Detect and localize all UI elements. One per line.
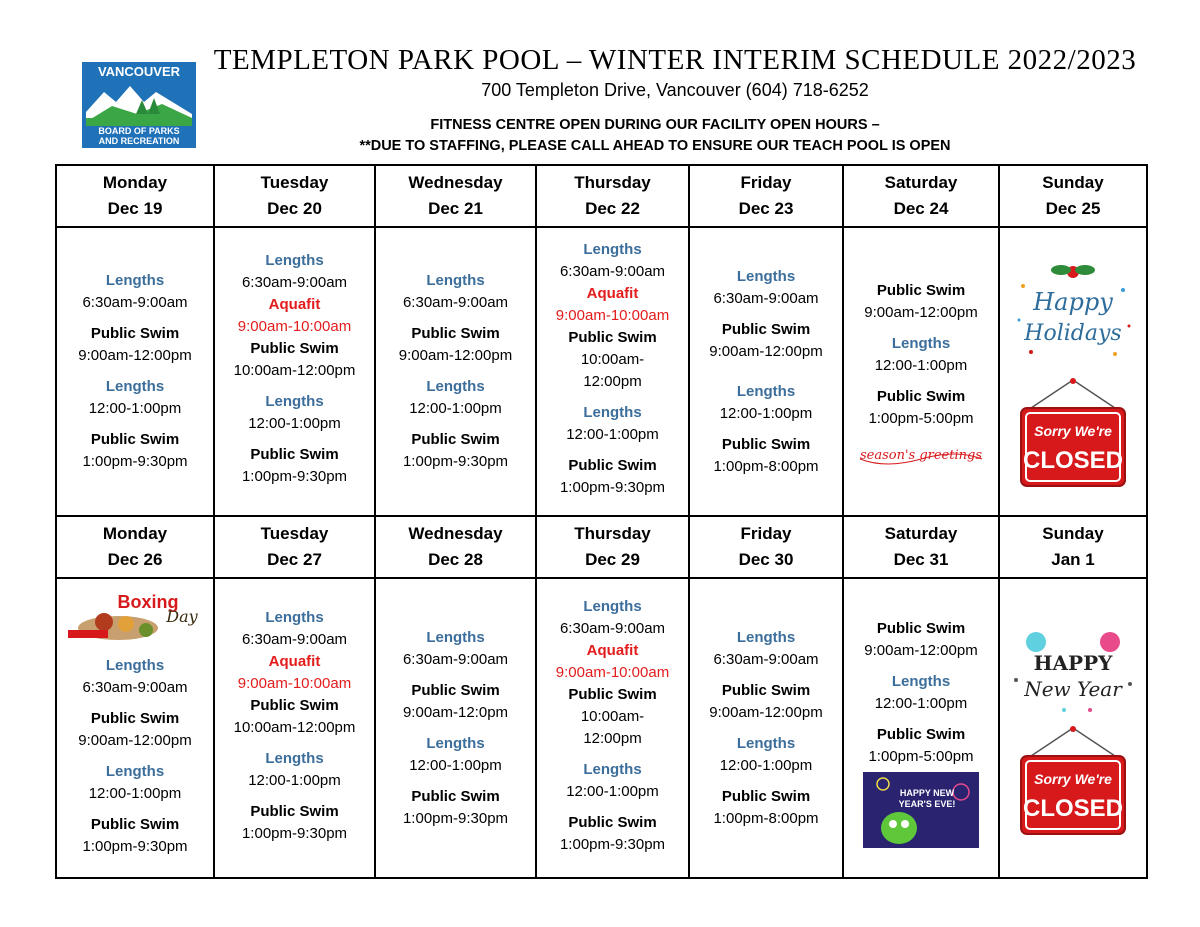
session (844, 618, 998, 662)
session (57, 761, 213, 805)
address-line: 700 Templeton Drive, Vancouver (604) 718-6252 (481, 80, 869, 100)
session-label: Public Swim (568, 813, 657, 831)
day-date: Dec 23 (738, 199, 794, 218)
session-time: 1:00pm-5:00pm (868, 409, 974, 427)
session (844, 280, 998, 324)
day-header (843, 516, 999, 578)
day-name: Sunday (1042, 524, 1104, 543)
day-name: Sunday (1042, 173, 1104, 192)
session (57, 429, 213, 473)
session-time: 12:00pm (583, 373, 642, 390)
years-eve-text: YEAR'S EVE! (898, 798, 956, 809)
day-name: Monday (102, 173, 168, 192)
schedule-cell-dec27 (214, 578, 375, 878)
day-header (536, 165, 689, 227)
day-date: Jan 1 (1051, 550, 1095, 569)
session-time: 6:30am-9:00am (241, 630, 348, 648)
schedule-cell-dec26 (56, 578, 214, 878)
session-time: 12:00-1:00pm (88, 400, 182, 417)
session-label: Aquafit (268, 296, 321, 313)
session-label: Lengths (265, 252, 324, 269)
session-label: Public Swim (876, 387, 966, 405)
session-time: 1:00pm-9:30pm (241, 468, 348, 485)
session (690, 266, 842, 310)
day-name: Saturday (884, 524, 958, 543)
session-label: Public Swim (90, 431, 180, 448)
happy-text: HAPPY (1033, 651, 1113, 675)
session (57, 270, 213, 314)
session-label: Public Swim (876, 619, 966, 637)
session (690, 434, 842, 478)
session-label: Lengths (891, 334, 951, 352)
session-label: Lengths (891, 672, 951, 690)
session-time: 9:00am-10:00am (555, 307, 670, 324)
session-label: Public Swim (90, 709, 180, 727)
session-label: Public Swim (411, 431, 500, 448)
session (215, 391, 374, 435)
session-label: Lengths (265, 749, 324, 767)
session-time: 6:30am-9:00am (402, 294, 509, 311)
session-time: 1:00pm-9:30pm (402, 453, 509, 470)
session-label: Lengths (105, 378, 165, 395)
session (57, 814, 213, 858)
logo-text-board: BOARD OF PARKS (98, 126, 180, 136)
session-label: Public Swim (250, 446, 339, 463)
session (537, 812, 688, 856)
schedule-cell-dec22 (536, 227, 689, 516)
session-time: 10:00am-12:00pm (233, 718, 356, 736)
week1-schedule-row (56, 227, 1147, 516)
day-name: Wednesday (408, 173, 503, 192)
session-time: 1:00pm-8:00pm (713, 809, 819, 827)
day-date: Dec 31 (893, 550, 949, 569)
session-time: 10:00am-12:00pm (233, 362, 356, 379)
session (376, 680, 535, 724)
session (215, 748, 374, 792)
notice-fitness: FITNESS CENTRE OPEN DURING OUR FACILITY OPEN HOURS – (430, 117, 880, 133)
day-header (56, 516, 214, 578)
session (215, 250, 374, 382)
session-label: Lengths (426, 734, 485, 752)
session (215, 607, 374, 739)
session-time: 6:30am-9:00am (559, 619, 666, 637)
session (376, 786, 535, 830)
session-time: 6:30am-9:00am (713, 650, 819, 668)
session (57, 376, 213, 420)
session (690, 319, 842, 363)
session-time: 12:00-1:00pm (248, 771, 341, 789)
sorry-text: Sorry We're (1034, 771, 1112, 787)
session-time: 1:00pm-9:30pm (241, 824, 348, 842)
schedule-table (55, 164, 1148, 879)
session-time: 12:00-1:00pm (409, 756, 502, 774)
session (376, 733, 535, 777)
boxing-text: Boxing (117, 591, 179, 612)
session-time: 9:00am-10:00am (555, 663, 670, 681)
session (844, 724, 998, 768)
day-date: Dec 26 (107, 550, 163, 569)
session-time: 12:00-1:00pm (874, 356, 968, 374)
logo-text-vancouver: VANCOUVER (97, 64, 181, 79)
session-label: Public Swim (721, 681, 811, 699)
session-label: Lengths (426, 628, 485, 646)
session-time: 12:00pm (583, 729, 642, 747)
session-time: 1:00pm-5:00pm (868, 747, 974, 765)
session (376, 627, 535, 671)
closed-sign (1017, 726, 1129, 836)
session (537, 596, 688, 750)
session-time: 12:00-1:00pm (409, 400, 502, 417)
session-time: 1:00pm-9:30pm (82, 453, 188, 470)
session-time: 9:00am-10:00am (237, 674, 352, 692)
session-time: 9:00am-10:00am (237, 318, 352, 335)
session-label: Public Swim (411, 787, 500, 805)
day-name: Tuesday (260, 173, 329, 192)
session-label: Lengths (105, 762, 165, 780)
session-time: 9:00am-12:00pm (78, 347, 192, 364)
session-label: Public Swim (250, 802, 339, 820)
session-label: Public Swim (411, 681, 500, 699)
session-label: Aquafit (268, 652, 321, 670)
day-name: Friday (740, 173, 792, 192)
day-name: Wednesday (408, 524, 503, 543)
session-time: 9:00am-12:00pm (78, 731, 192, 749)
week2-header-row (56, 516, 1147, 578)
session (57, 708, 213, 752)
session-time: 9:00am-12:00pm (709, 342, 823, 360)
closed-text: CLOSED (1022, 446, 1124, 474)
session-time: 6:30am-9:00am (241, 274, 348, 291)
session-time: 6:30am-9:00am (82, 678, 188, 696)
session-label: Lengths (265, 608, 324, 626)
schedule-cell-dec20 (214, 227, 375, 516)
closed-sign (1017, 378, 1129, 488)
session (690, 733, 842, 777)
schedule-cell-dec24 (843, 227, 999, 516)
day-name: Friday (740, 524, 792, 543)
session (537, 455, 688, 499)
schedule-cell-dec25 (999, 227, 1147, 516)
session-label: Lengths (265, 393, 324, 410)
day-date: Dec 25 (1045, 199, 1101, 218)
happy-new-text: HAPPY NEW (899, 787, 955, 798)
schedule-cell-dec23 (689, 227, 843, 516)
day-header (689, 165, 843, 227)
schedule-cell-dec30 (689, 578, 843, 878)
session (690, 627, 842, 671)
session (376, 270, 535, 314)
new-years-eve-art (863, 772, 979, 848)
happy-new-year-art (1008, 620, 1138, 716)
notice-staffing: **DUE TO STAFFING, PLEASE CALL AHEAD TO ENSURE OUR TEACH POOL IS OPEN (359, 138, 951, 154)
day-header (536, 516, 689, 578)
day-date: Dec 30 (738, 550, 794, 569)
session (844, 333, 998, 377)
session-label: Lengths (583, 760, 642, 778)
day-date: Dec 24 (893, 199, 949, 218)
session-label: Public Swim (250, 696, 339, 714)
schedule-cell-dec21 (375, 227, 536, 516)
session-time: 12:00-1:00pm (88, 784, 182, 802)
session-label: Aquafit (586, 641, 639, 659)
day-header (56, 165, 214, 227)
day-name: Thursday (574, 524, 651, 543)
session (537, 759, 688, 803)
day-name: Saturday (884, 173, 958, 192)
session (57, 323, 213, 367)
session (690, 786, 842, 830)
session-label: Public Swim (90, 815, 180, 833)
logo-text-recreation: AND RECREATION (98, 136, 180, 146)
schedule-cell-dec28 (375, 578, 536, 878)
session-time: 12:00-1:00pm (874, 694, 968, 712)
day-date: Dec 29 (585, 550, 640, 569)
boxing-day-art (60, 590, 210, 646)
session (376, 376, 535, 420)
schedule-cell-dec31 (843, 578, 999, 878)
session-time: 1:00pm-8:00pm (713, 457, 819, 475)
session-time: 9:00am-12:0pm (402, 703, 509, 721)
day-date: Dec 28 (428, 550, 483, 569)
session (57, 655, 213, 699)
day-date: Dec 27 (267, 550, 322, 569)
seasons-greetings-text: season's greetings (859, 447, 983, 463)
session-label: Lengths (426, 378, 485, 395)
session (215, 801, 374, 845)
session (537, 402, 688, 446)
session-time: 9:00am-12:00pm (864, 641, 978, 659)
session-label: Public Swim (90, 325, 180, 342)
session (215, 444, 374, 488)
happy-holidays-art (1011, 256, 1135, 368)
session-label: Public Swim (721, 787, 811, 805)
page-title: TEMPLETON PARK POOL – WINTER INTERIM SCHEDULE 2022/2023 (213, 44, 1137, 76)
day-header (375, 516, 536, 578)
day-date: Dec 21 (428, 199, 483, 218)
session-time: 1:00pm-9:30pm (402, 809, 509, 827)
schedule-cell-dec29 (536, 578, 689, 878)
day-date: Dec 19 (107, 199, 163, 218)
session-time: 12:00-1:00pm (566, 782, 659, 800)
session-label: Lengths (105, 656, 165, 674)
session-label: Public Swim (876, 281, 966, 299)
seasons-greetings-art (856, 439, 986, 473)
session-label: Aquafit (586, 285, 639, 302)
session-time: 12:00-1:00pm (248, 415, 341, 432)
day-header (214, 516, 375, 578)
holidays-text: Holidays (1024, 320, 1122, 346)
session-time: 6:30am-9:00am (402, 650, 509, 668)
session-time: 12:00-1:00pm (719, 404, 813, 422)
week2-schedule-row (56, 578, 1147, 878)
session (376, 323, 535, 367)
session-label: Public Swim (568, 685, 657, 703)
session-time: 1:00pm-9:30pm (559, 479, 666, 496)
session-label: Lengths (583, 241, 642, 258)
schedule-cell-jan1 (999, 578, 1147, 878)
session-time: 1:00pm-9:30pm (82, 837, 188, 855)
day-header (999, 516, 1147, 578)
session (844, 671, 998, 715)
session-label: Public Swim (721, 320, 811, 338)
day-header (843, 165, 999, 227)
session-time: 12:00-1:00pm (566, 426, 659, 443)
session-label: Public Swim (250, 340, 339, 357)
session-time: 6:30am-9:00am (713, 289, 819, 307)
session-time: 1:00pm-9:30pm (559, 835, 666, 853)
session-time: 9:00am-12:00pm (864, 303, 978, 321)
day-header (999, 165, 1147, 227)
session-label: Lengths (736, 734, 796, 752)
day-name: Monday (102, 524, 168, 543)
session-label: Lengths (736, 628, 796, 646)
session-time: 10:00am- (580, 707, 645, 725)
day-header (689, 516, 843, 578)
closed-text: CLOSED (1022, 795, 1124, 822)
session-time: 12:00-1:00pm (719, 756, 813, 774)
session-label: Public Swim (721, 435, 811, 453)
session-time: 10:00am- (580, 351, 645, 368)
session (537, 239, 688, 393)
day-name: Thursday (574, 173, 651, 192)
session (690, 381, 842, 425)
session-label: Public Swim (568, 329, 657, 346)
schedule-cell-dec19 (56, 227, 214, 516)
session-time: 6:30am-9:00am (559, 263, 666, 280)
day-text: Day (166, 606, 198, 626)
day-header (375, 165, 536, 227)
session-label: Public Swim (411, 325, 500, 342)
session (690, 680, 842, 724)
day-header (214, 165, 375, 227)
week1-header-row (56, 165, 1147, 227)
session-time: 9:00am-12:00pm (398, 347, 513, 364)
session-label: Lengths (736, 382, 796, 400)
session (376, 429, 535, 473)
session-time: 9:00am-12:00pm (709, 703, 823, 721)
session-label: Lengths (736, 267, 796, 285)
session-label: Lengths (583, 404, 642, 421)
day-date: Dec 22 (585, 199, 640, 218)
day-name: Tuesday (260, 524, 329, 543)
happy-text: Happy (1033, 287, 1113, 316)
session-time: 6:30am-9:00am (82, 294, 188, 311)
session-label: Public Swim (876, 725, 966, 743)
session-label: Lengths (105, 272, 165, 289)
session-label: Lengths (583, 597, 642, 615)
session (844, 386, 998, 430)
new-year-text: New Year (1024, 677, 1122, 701)
sorry-text: Sorry We're (1034, 422, 1112, 439)
session-label: Lengths (426, 272, 485, 289)
session-label: Public Swim (568, 457, 657, 474)
day-date: Dec 20 (267, 199, 322, 218)
